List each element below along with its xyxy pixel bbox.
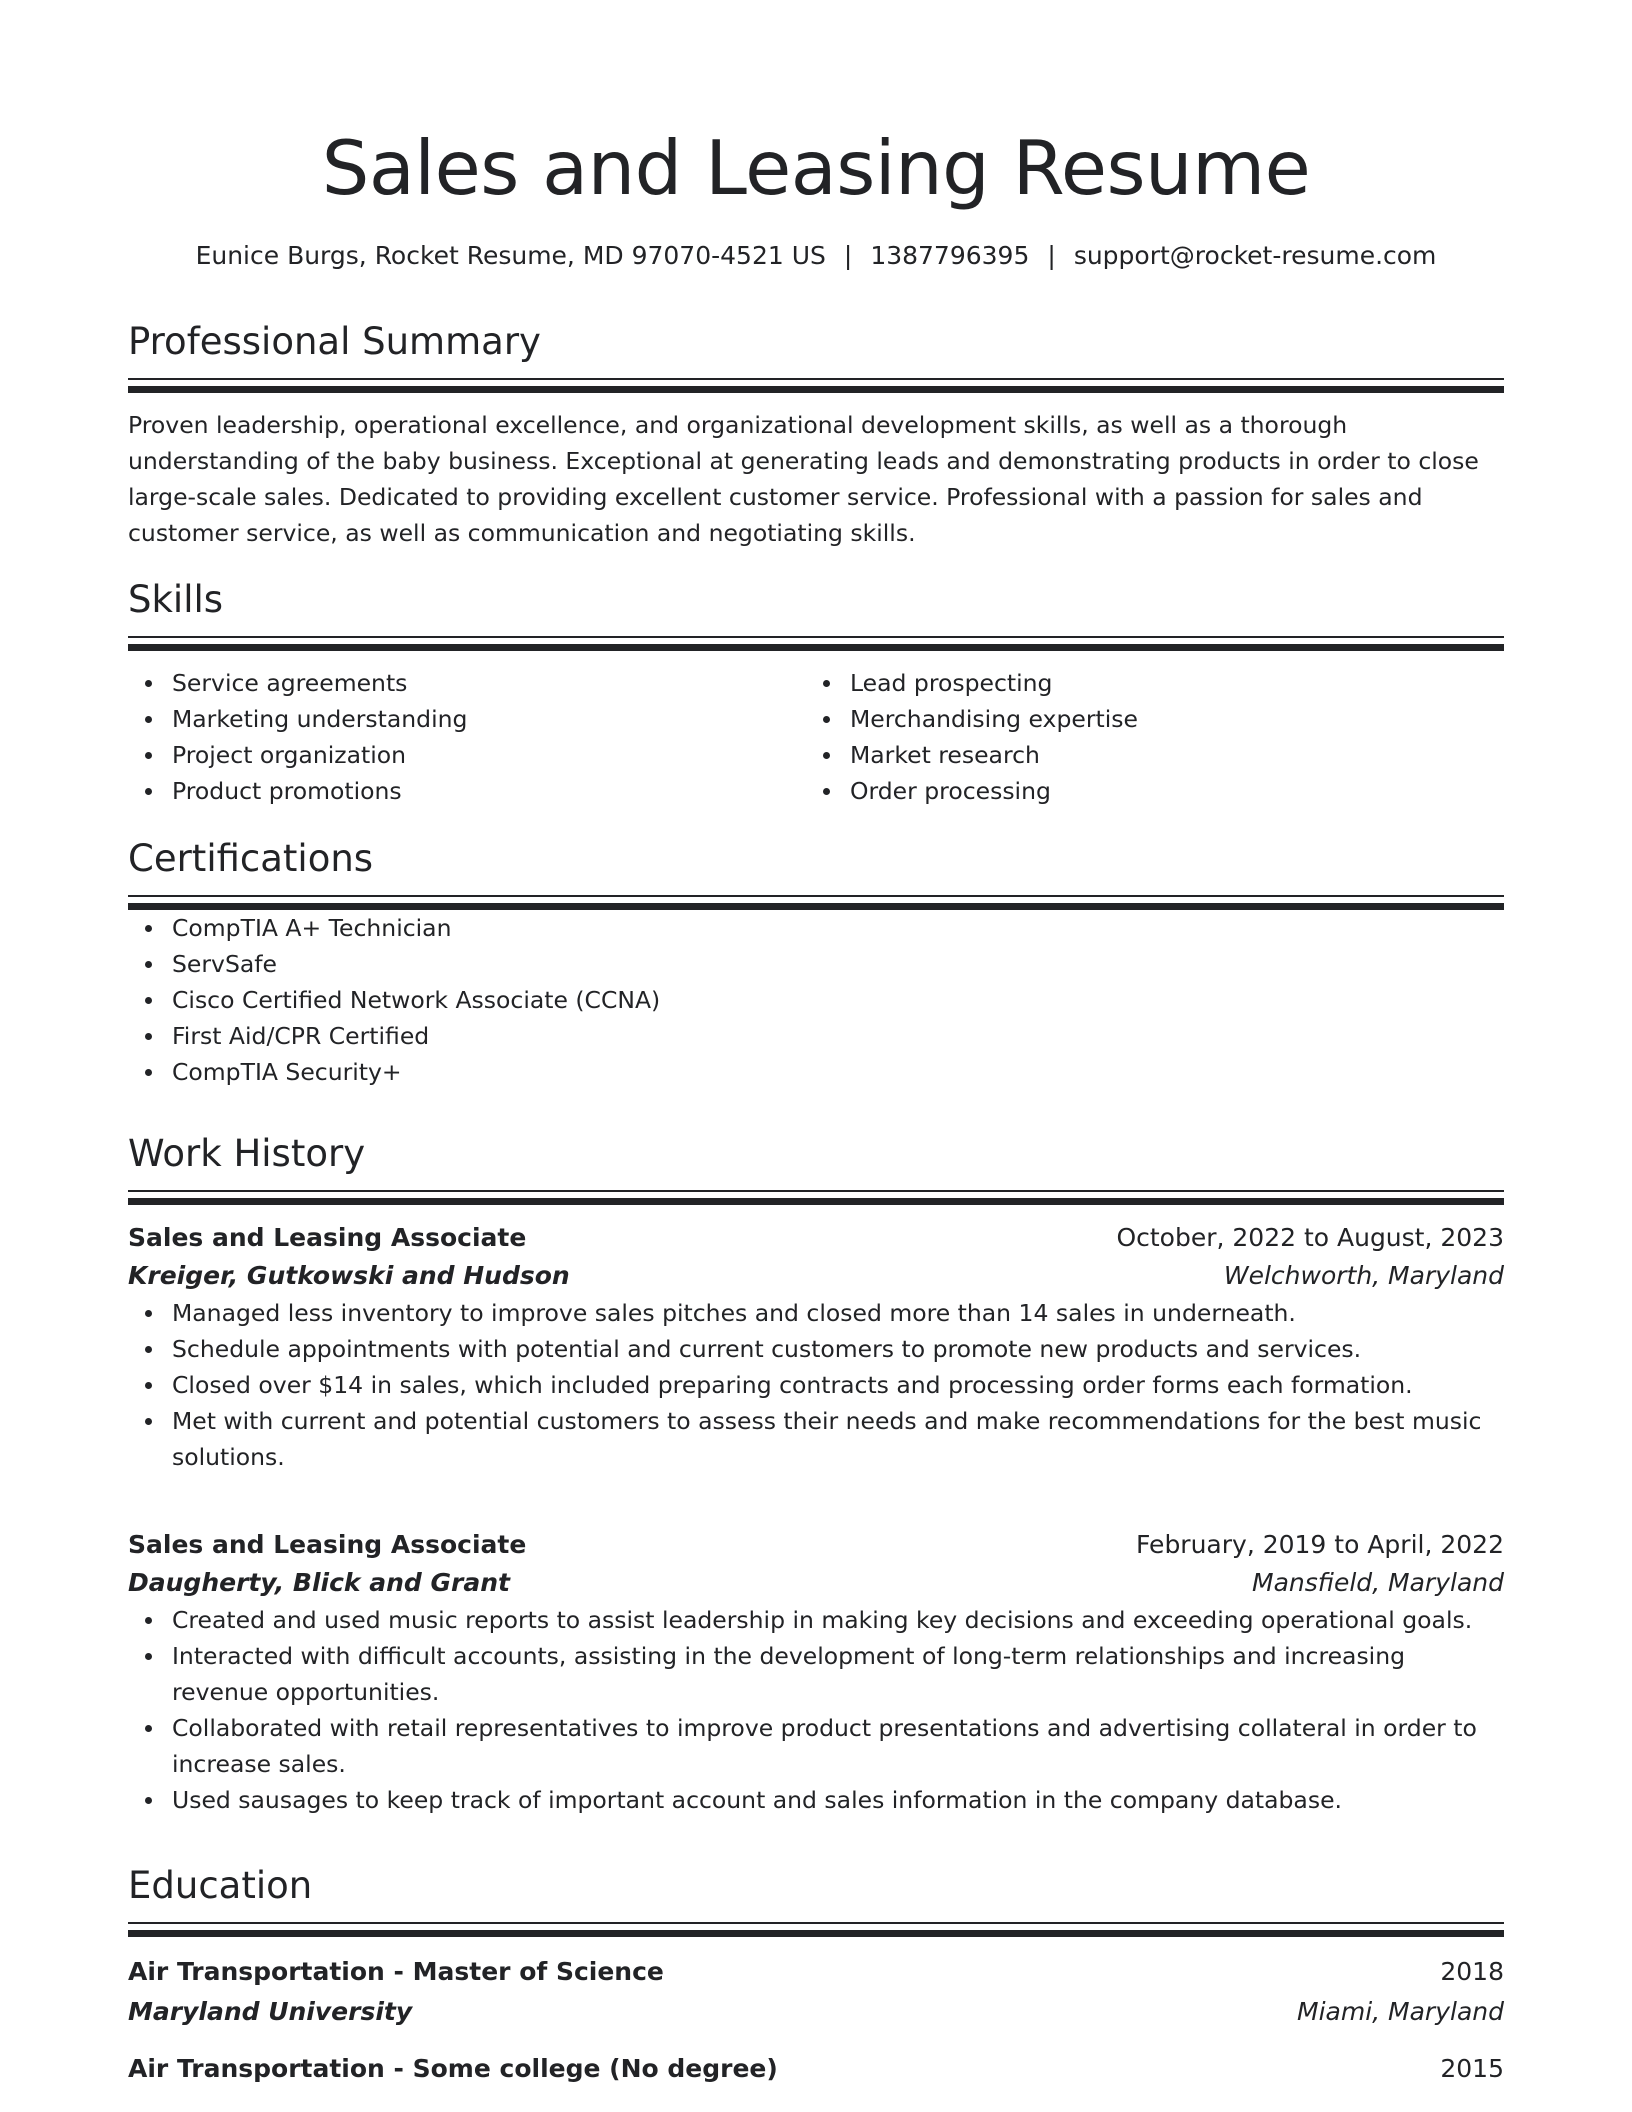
contact-phone: 1387796395 xyxy=(870,241,1030,270)
section-divider xyxy=(128,1190,1504,1205)
education-degree: Air Transportation - Master of Science xyxy=(128,1957,664,1986)
skill-item: Product promotions xyxy=(128,773,806,809)
skills-list-left xyxy=(128,665,806,809)
contact-line xyxy=(128,240,1504,272)
contact-email: support@rocket-resume.com xyxy=(1073,241,1437,270)
resume-title: Sales and Leasing Resume xyxy=(321,124,1311,212)
contact-separator: | xyxy=(843,241,853,270)
job-bullet: Met with current and potential customers to assess their needs and make recommendations for the best music solutions. xyxy=(128,1403,1504,1475)
job-location: Mansfield, Maryland xyxy=(1252,1568,1504,1597)
job-bullet-list xyxy=(128,1602,1504,1818)
skills-grid xyxy=(128,665,1504,809)
job-header xyxy=(128,1526,1504,1564)
job-company: Kreiger, Gutkowski and Hudson xyxy=(128,1261,570,1290)
job-bullet: Created and used music reports to assist leadership in making key decisions and exceeding operational goals. xyxy=(128,1602,1504,1638)
section-title-education: Education xyxy=(128,1864,313,1907)
skill-item: Project organization xyxy=(128,737,806,773)
certification-item: CompTIA Security+ xyxy=(128,1054,1504,1090)
contact-address: Eunice Burgs, Rocket Resume, MD 97070-4521 US xyxy=(195,241,826,270)
job-bullet: Closed over $14 in sales, which included preparing contracts and processing order forms each formation. xyxy=(128,1367,1504,1403)
education-degree: Air Transportation - Some college (No degree) xyxy=(128,2054,778,2083)
contact-separator: | xyxy=(1047,241,1056,270)
education-year: 2018 xyxy=(1440,1957,1504,1986)
section-divider xyxy=(128,1922,1504,1937)
skill-item: Order processing xyxy=(806,773,1504,809)
job-bullet: Collaborated with retail representatives to improve product presentations and advertising collateral in order to increase sales. xyxy=(128,1710,1504,1782)
education-location: Miami, Maryland xyxy=(1297,1997,1504,2026)
work-history-section xyxy=(128,1130,1504,1475)
job-header xyxy=(128,1219,1504,1257)
section-divider xyxy=(128,378,1504,393)
skills-section xyxy=(128,576,1504,809)
job-dates: October, 2022 to August, 2023 xyxy=(1116,1223,1504,1252)
job-dates: February, 2019 to April, 2022 xyxy=(1136,1530,1504,1559)
education-section xyxy=(128,1862,1504,2031)
job-bullet: Schedule appointments with potential and current customers to promote new products and services. xyxy=(128,1331,1504,1367)
education-subheader xyxy=(128,1993,1504,2031)
resume-page xyxy=(128,0,1504,2083)
job-bullet: Managed less inventory to improve sales pitches and closed more than 14 sales in underneath. xyxy=(128,1295,1504,1331)
certifications-list xyxy=(128,910,1504,1090)
section-divider xyxy=(128,636,1504,651)
certification-item: CompTIA A+ Technician xyxy=(128,910,1504,946)
skills-list-right xyxy=(806,665,1504,809)
education-header xyxy=(128,2050,1504,2088)
job-entry xyxy=(128,1219,1504,1475)
education-entry xyxy=(128,2050,1504,2088)
section-title-summary: Professional Summary xyxy=(128,320,541,363)
section-title-skills: Skills xyxy=(128,578,224,621)
skill-item: Market research xyxy=(806,737,1504,773)
skill-item: Service agreements xyxy=(128,665,806,701)
education-entry xyxy=(128,1953,1504,2031)
summary-section xyxy=(128,318,1504,551)
section-divider xyxy=(128,895,1504,910)
section-title-certifications: Certifications xyxy=(128,837,374,880)
job-bullet-list xyxy=(128,1295,1504,1475)
certifications-section xyxy=(128,835,1504,1090)
education-school: Maryland University xyxy=(128,1997,413,2026)
section-title-work-history: Work History xyxy=(128,1132,366,1175)
certification-item: First Aid/CPR Certified xyxy=(128,1018,1504,1054)
summary-text: Proven leadership, operational excellence, and organizational development skills, as well as a thorough understanding of the baby business. Exceptional at generating leads and demonstrating products in order to close large-scale sales. Dedicated to providing excellent customer service. Professional with a passion for sales and customer service, as well as communication and negotiating skills. xyxy=(128,411,1479,547)
job-location: Welchworth, Maryland xyxy=(1223,1261,1504,1290)
certification-item: ServSafe xyxy=(128,946,1504,982)
job-subheader xyxy=(128,1564,1504,1602)
certification-item: Cisco Certified Network Associate (CCNA) xyxy=(128,982,1504,1018)
job-company: Daugherty, Blick and Grant xyxy=(128,1568,510,1597)
skill-item: Merchandising expertise xyxy=(806,701,1504,737)
education-year: 2015 xyxy=(1440,2054,1504,2083)
job-bullet: Used sausages to keep track of important account and sales information in the company database. xyxy=(128,1782,1504,1818)
job-role: Sales and Leasing Associate xyxy=(128,1530,527,1559)
skill-item: Marketing understanding xyxy=(128,701,806,737)
job-subheader xyxy=(128,1257,1504,1295)
job-role: Sales and Leasing Associate xyxy=(128,1223,527,1252)
job-entry xyxy=(128,1526,1504,1818)
job-bullet: Interacted with difficult accounts, assisting in the development of long-term relationships and increasing revenue opportunities. xyxy=(128,1638,1504,1710)
education-header xyxy=(128,1953,1504,1991)
skill-item: Lead prospecting xyxy=(806,665,1504,701)
